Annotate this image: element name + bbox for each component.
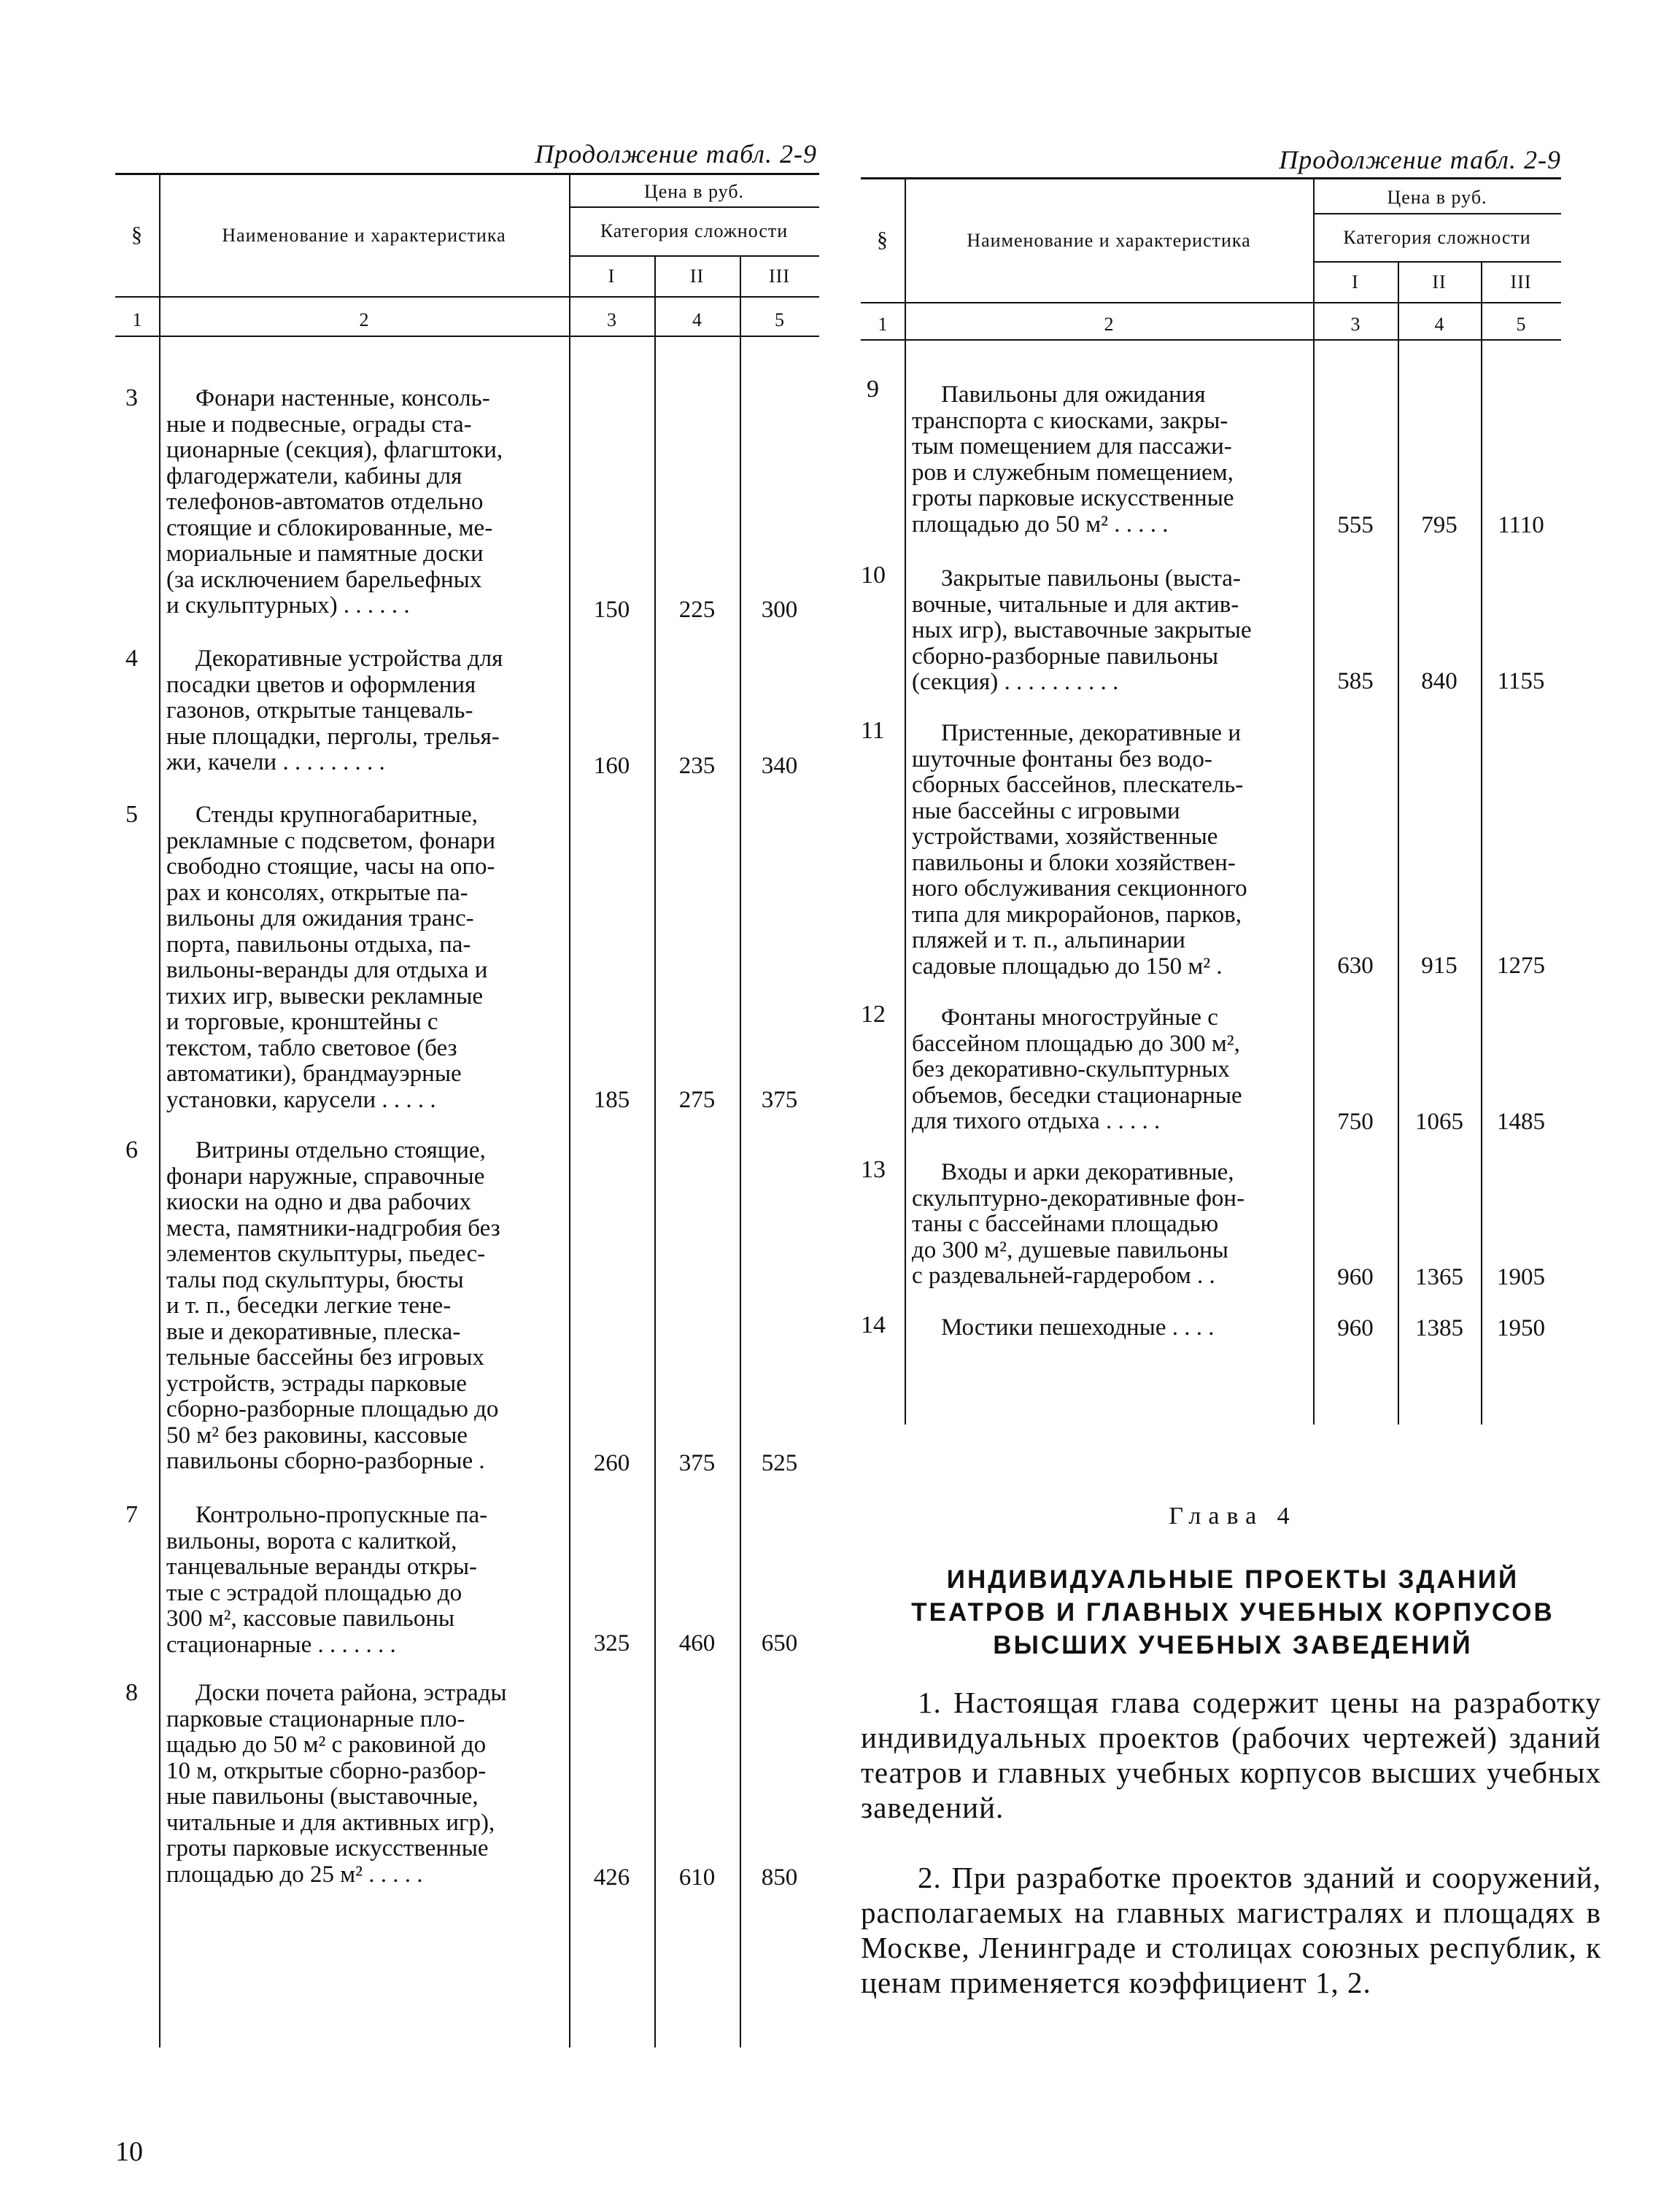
price-cat-2: 915 (1421, 953, 1458, 979)
row-number: 4 (125, 645, 138, 672)
left-header-section: § (131, 222, 143, 247)
price-cat-3: 850 (761, 1864, 798, 1891)
row-description: Фонтаны многоструйные с бассейном площадью до 300 м², без декоративно-скульптурных объемов, беседки стационарные для тихого отдыха . . . . . (912, 1004, 1242, 1134)
right-colnum-rule (861, 339, 1561, 341)
price-cat-3: 525 (761, 1450, 798, 1476)
row-number: 8 (125, 1679, 138, 1706)
row-number: 11 (861, 717, 885, 744)
left-top-rule (115, 173, 819, 175)
price-cat-1: 555 (1337, 512, 1374, 538)
row-number: 9 (867, 376, 879, 403)
left-price-rule (569, 206, 819, 208)
price-cat-2: 795 (1421, 512, 1458, 538)
price-cat-1: 426 (593, 1864, 630, 1891)
left-vline-1 (159, 173, 160, 2047)
price-cat-2: 840 (1421, 668, 1458, 694)
left-colnum-2: 2 (359, 309, 369, 330)
price-cat-1: 585 (1337, 668, 1374, 694)
left-header-bottom-rule (115, 296, 819, 298)
left-table-caption: Продолжение табл. 2-9 (535, 139, 817, 168)
left-header-cat-1: I (608, 266, 616, 287)
right-header-category: Категория сложности (1343, 227, 1531, 248)
left-vline-4 (740, 255, 741, 2047)
price-cat-1: 160 (593, 753, 630, 779)
right-header-cat-2: II (1432, 271, 1447, 292)
right-colnum-1: 1 (878, 314, 888, 335)
price-cat-1: 960 (1337, 1315, 1374, 1341)
paragraph-1: 1. Настоящая глава содержит цены на разработку индивидуальных проектов (рабочих чертежей) зданий театров и главных учебных корпусов высших учебных заведений. (861, 1686, 1601, 1824)
row-description: Фонари настенные, консоль- ные и подвесные, ограды ста- ционарные (секция), флагштоки, флагодержатели, кабины для телефонов-автоматов отдельно стоящие и сблокированные, ме- мориальные и памятные доски (за исключением барельефных и скульптурных) . . . . . . (166, 385, 503, 619)
right-header-section: § (877, 228, 889, 252)
price-cat-1: 185 (593, 1087, 630, 1113)
right-header-cat-3: III (1510, 271, 1532, 292)
price-cat-2: 610 (678, 1864, 716, 1891)
price-cat-3: 1950 (1497, 1315, 1545, 1341)
row-description: Декоративные устройства для посадки цветов и оформления газонов, открытые танцеваль- ные площадки, перголы, трелья- жи, качели . . . . . . . . . (166, 646, 503, 775)
row-description: Стенды крупногабаритные, рекламные с подсветом, фонари свободно стоящие, часы на опо- рах и консолях, открытые па- вильоны для ожидания транс- порта, павильоны отдыха, па- вильоны-веранды для отдыха и тихих игр, вывески рекламные и торговые, кронштейны с текстом, табло световое (без автоматики), брандмауэрные установки, карусели . . . . . (166, 802, 496, 1113)
right-header-cat-1: I (1352, 271, 1359, 292)
left-header-name: Наименование и характеристика (222, 225, 506, 246)
row-description: Пристенные, декоративные и шуточные фонтаны без водо- сборных бассейнов, плескатель- ные бассейны с игровыми устройствами, хозяйственные павильоны и блоки хозяйствен- ного обслуживания секционного типа для микрорайонов, парков, пляжей и т. п., альпинарии садовые площадью до 150 м² . (912, 720, 1247, 980)
left-header-cat-2: II (689, 266, 705, 287)
page-number: 10 (115, 2136, 143, 2167)
left-colnum-3: 3 (607, 309, 616, 330)
right-vline-2 (1313, 177, 1315, 1425)
chapter-title-line: ВЫСШИХ УЧЕБНЫХ ЗАВЕДЕНИЙ (993, 1631, 1473, 1659)
price-cat-1: 750 (1337, 1109, 1374, 1135)
price-cat-3: 650 (761, 1630, 798, 1657)
row-description: Контрольно-пропускные па- вильоны, ворота с калиткой, танцевальные веранды откры- тые с эстрадой площадью до 300 м², кассовые павильоны стационарные . . . . . . . (166, 1502, 488, 1658)
right-colnum-3: 3 (1350, 314, 1360, 335)
price-cat-2: 275 (678, 1087, 716, 1113)
price-cat-1: 260 (593, 1450, 630, 1476)
row-number: 12 (861, 1001, 886, 1028)
price-cat-3: 1275 (1497, 953, 1545, 979)
row-number: 14 (861, 1311, 886, 1338)
row-description: Доски почета района, эстрады парковые стационарные пло- щадью до 50 м² с раковиной до 10 м, открытые сборно-разбор- ные павильоны (выставочные, читальные и для активных игр), гроты парковые искусственные площадью до 25 м² . . . . . (166, 1680, 507, 1888)
row-number: 3 (125, 384, 138, 411)
left-colnum-4: 4 (692, 309, 702, 330)
row-description: Павильоны для ожидания транспорта с киосками, закры- тым помещением для пассажи- ров и служебным помещением, гроты парковые искусственные площадью до 50 м² . . . . . (912, 381, 1234, 538)
price-cat-2: 1065 (1415, 1109, 1463, 1135)
chapter-label: Глава 4 (1169, 1503, 1297, 1530)
left-header-cat-3: III (769, 266, 790, 287)
right-header-bottom-rule (861, 302, 1561, 303)
row-description: Закрытые павильоны (выста- вочные, читальные и для актив- ных игр), выставочные закрытые сборно-разборные павильоны (секция) . . . . . . . . . . (912, 565, 1252, 695)
right-colnum-4: 4 (1434, 314, 1444, 335)
row-number: 5 (125, 801, 138, 828)
price-cat-2: 460 (678, 1630, 716, 1657)
paragraph-2: 2. При разработке проектов зданий и сооружений, располагаемых на главных магистралях и площадях в Москве, Ленинграде и столицах союзных республик, к ценам применяется коэффициент 1, 2. (861, 1861, 1601, 1999)
price-cat-1: 630 (1337, 953, 1374, 979)
right-header-price: Цена в руб. (1387, 187, 1487, 208)
left-header-category: Категория сложности (600, 220, 789, 241)
left-vline-3 (654, 255, 656, 2047)
price-cat-3: 1110 (1498, 512, 1544, 538)
chapter-title (868, 1563, 1598, 1662)
chapter-title-line: ТЕАТРОВ И ГЛАВНЫХ УЧЕБНЫХ КОРПУСОВ (911, 1598, 1555, 1627)
price-cat-1: 150 (593, 597, 630, 623)
right-vline-1 (905, 177, 906, 1425)
right-vline-4 (1481, 261, 1482, 1425)
price-cat-3: 1485 (1497, 1109, 1545, 1135)
right-colnum-2: 2 (1104, 314, 1114, 335)
left-colnum-1: 1 (132, 309, 142, 330)
right-table-caption: Продолжение табл. 2-9 (1279, 145, 1561, 174)
price-cat-3: 1905 (1497, 1264, 1545, 1290)
right-vline-3 (1398, 261, 1399, 1425)
row-number: 13 (861, 1156, 886, 1183)
row-description: Входы и арки декоративные, скульптурно-декоративные фон- таны с бассейнами площадью до 300 м², душевые павильоны с раздевальней-гардеробом . . (912, 1159, 1245, 1289)
row-description: Мостики пешеходные . . . . (941, 1314, 1215, 1341)
chapter-title-line: ИНДИВИДУАЛЬНЫЕ ПРОЕКТЫ ЗДАНИЙ (946, 1565, 1520, 1594)
row-number: 7 (125, 1501, 138, 1528)
right-price-rule (1313, 213, 1561, 214)
row-number: 6 (125, 1136, 138, 1163)
left-colnum-5: 5 (775, 309, 784, 330)
price-cat-3: 375 (761, 1087, 798, 1113)
right-colnum-5: 5 (1516, 314, 1526, 335)
left-category-rule (569, 255, 819, 257)
right-header-name: Наименование и характеристика (967, 230, 1251, 251)
price-cat-2: 1385 (1415, 1315, 1463, 1341)
price-cat-3: 340 (761, 753, 798, 779)
price-cat-2: 375 (678, 1450, 716, 1476)
right-category-rule (1313, 261, 1561, 263)
row-description: Витрины отдельно стоящие, фонари наружные, справочные киоски на одно и два рабочих места, памятники-надгробия без элементов скульптуры, пьедес- талы под скульптуры, бюсты и т. п., беседки легкие тене- вые и декоративные, плеска- тельные бассейны без игровых устройств, эстрады парковые сборно-разборные площадью до 50 м² без раковины, кассовые павильоны сборно-разборные . (166, 1137, 500, 1474)
price-cat-3: 300 (761, 597, 798, 623)
price-cat-1: 960 (1337, 1264, 1374, 1290)
left-header-price: Цена в руб. (643, 181, 745, 202)
left-colnum-rule (115, 336, 819, 337)
price-cat-1: 325 (593, 1630, 630, 1657)
right-top-rule (861, 177, 1561, 179)
price-cat-2: 225 (678, 597, 716, 623)
price-cat-2: 235 (678, 753, 716, 779)
row-number: 10 (861, 562, 886, 589)
price-cat-3: 1155 (1497, 668, 1545, 694)
price-cat-2: 1365 (1415, 1264, 1463, 1290)
